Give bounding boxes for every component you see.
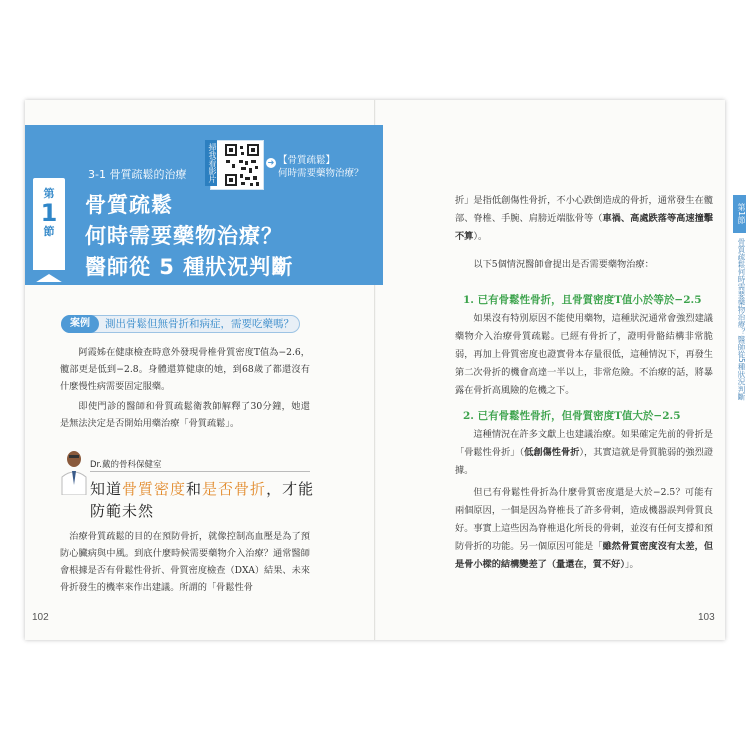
dr-title-part: 和 [186, 480, 203, 498]
title-line-3: 醫師從 5 種狀況判斷 [85, 255, 294, 279]
divider [90, 471, 310, 472]
dr-title-highlight-1: 骨質密度 [122, 480, 187, 498]
dr-column-label: Dr.戴的骨科保健室 [90, 460, 162, 470]
case-tag: 案例 [61, 315, 99, 333]
dr-title-part: 知道 [90, 480, 123, 498]
text-run: 這種情況在許多文獻上也建議治療。如果確定先前的骨折是「骨鬆性骨折」（ [455, 429, 713, 458]
chapter-tab-label: 第 1 節 [40, 187, 58, 238]
qr-caption-line1: 【骨質疏鬆】 [278, 155, 336, 166]
case-paragraph-2: 即使門診的醫師和骨質疏鬆衛教師解釋了30分鐘，她還是無法決定是否開始用藥治療「骨質疏鬆」。 [60, 401, 310, 429]
qr-caption [278, 154, 364, 180]
title-line-1: 骨質疏鬆 [85, 193, 173, 217]
qr-code[interactable] [210, 140, 264, 190]
case-paragraph-1: 阿霞姊在健康檢查時意外發現骨椎骨質密度T值為−2.6，髖部更是低到−2.8。身體還算健康的她，到68歲了都還沒有什麼慢性病需要固定服藥。 [60, 347, 310, 392]
text-run: ），其實這就是骨質脆弱的強烈證據。 [455, 447, 714, 476]
case-text: 測出骨鬆但無骨折和病症，需要吃藥嗎？ [105, 318, 294, 330]
text-run: 折」是指低創傷性骨折，不小心跌倒造成的骨折，通常發生在髖部、脊椎、手腕、肩膀近端肱骨等（ [455, 195, 713, 224]
right-paragraph-3: 如果沒有特別原因不能使用藥物，這種狀況通常會強烈建議藥物介入治療骨質疏鬆。已經有骨折了，證明骨骼結構非常脆弱，再加上骨質密度也證實骨本存量很低，這種情況下，再發生第二次骨折的機會高達一半以上，非常危險。不治療的話，將暴露在骨折高風險的危機之下。 [455, 313, 713, 396]
arrow-right-icon: ➜ [267, 158, 275, 167]
doctor-avatar [60, 447, 88, 495]
page-number-left: 102 [32, 612, 49, 623]
qr-label: 掃我看影片 [205, 140, 217, 186]
right-side-tab: 第1節 [733, 195, 746, 233]
heading-case-1: 1. 已有骨鬆性骨折，且骨質密度T值小於等於−2.5 [463, 294, 702, 306]
page-title [85, 190, 293, 283]
right-side-running-title: 骨質疏鬆何時需要藥物治療？醫師從5種狀況判斷 [737, 238, 746, 401]
page-number-right: 103 [698, 612, 715, 623]
right-paragraph-2: 以下5個情況醫師會提出是否需要藥物治療： [473, 259, 654, 270]
text-run: 」。 [624, 559, 639, 570]
heading-case-2: 2. 已有骨鬆性骨折，但骨質密度T值大於−2.5 [463, 410, 681, 422]
title-line-2: 何時需要藥物治療？ [85, 224, 283, 248]
qr-code-icon [211, 141, 263, 189]
text-run: 但已有骨鬆性骨折為什麼骨質密度還是大於−2.5？可能有兩個原因，一個是因為脊椎長了許多骨刺，造成機器誤判骨質良好。事實上這些因為脊椎退化所長的骨刺，並沒有任何支撐和預防骨折的功能。另一個原因可能是「 [455, 487, 713, 552]
text-run-bold: 車禍、高處跌落等高速撞擊不算 [455, 213, 714, 242]
dr-title-highlight-2: 是否骨折 [202, 480, 267, 498]
right-paragraph-4 [455, 426, 713, 480]
right-paragraph-1 [455, 192, 713, 246]
dr-title-part: ，才能防範未然 [90, 480, 315, 520]
dr-column-title [90, 478, 320, 522]
chapter-tab-notch [33, 270, 65, 284]
text-run: ）。 [473, 231, 488, 242]
text-run-bold: 雖然骨質密度沒有太差，但是骨小樑的結構變差了（量還在，質不好） [455, 541, 714, 570]
body-paragraph: 治療骨質疏鬆的目的在預防骨折，就像控制高血壓是為了預防心臟病與中風。到底什麼時候需要藥物介入治療？通常醫師會根據是否有骨鬆性骨折、骨質密度檢查（DXA）結果、未來骨折發生的機率來作出建議。所謂的「骨鬆性骨 [60, 531, 310, 593]
qr-caption-line2: 何時需要藥物治療？ [278, 168, 364, 179]
right-paragraph-5 [455, 484, 713, 574]
section-label: 3-1 骨質疏鬆的治療 [88, 168, 187, 181]
text-run-bold: 低創傷性骨折 [524, 447, 580, 458]
